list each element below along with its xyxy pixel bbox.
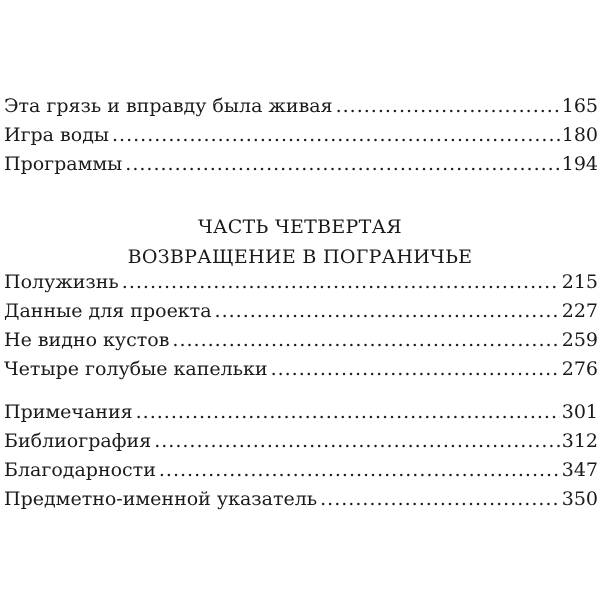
toc-entry-title: Не видно кустов xyxy=(4,329,170,351)
toc-entry-title: Полужизнь xyxy=(4,271,119,293)
toc-entry-title: Эта грязь и вправду была живая xyxy=(4,95,333,117)
toc-entry-page-number: 350 xyxy=(561,488,598,510)
toc-entry-page-number: 276 xyxy=(561,358,598,380)
toc-entry-page-number: 194 xyxy=(561,153,598,175)
toc-leader-dots xyxy=(320,485,560,514)
toc-group-back-matter xyxy=(4,398,598,514)
toc-entry-page-number: 301 xyxy=(561,401,598,423)
toc-leader-dots xyxy=(159,456,560,485)
toc-leader-dots xyxy=(271,355,560,384)
part-title: ВОЗВРАЩЕНИЕ В ПОГРАНИЧЬЕ xyxy=(127,246,473,268)
toc-leader-dots xyxy=(125,150,559,179)
toc-leader-dots xyxy=(215,297,560,326)
toc-leader-dots xyxy=(122,268,560,297)
toc-entry xyxy=(4,326,598,355)
toc-leader-dots xyxy=(336,92,560,121)
toc-group-chapters-part-four xyxy=(4,268,598,384)
toc-leader-dots xyxy=(136,398,560,427)
toc-entry-title: Предметно-именной указатель xyxy=(4,488,318,510)
toc-entry-page-number: 347 xyxy=(561,459,598,481)
toc-entry xyxy=(4,427,598,456)
toc-entry xyxy=(4,268,598,297)
toc-entry-title: Благодарности xyxy=(4,459,156,481)
part-heading xyxy=(0,212,600,272)
toc-entry-title: Библиография xyxy=(4,430,152,452)
toc-entry-page-number: 165 xyxy=(561,95,598,117)
toc-entry-title: Данные для проекта xyxy=(4,300,212,322)
toc-entry xyxy=(4,398,598,427)
toc-entry-page-number: 180 xyxy=(561,124,598,146)
toc-entry xyxy=(4,456,598,485)
toc-entry xyxy=(4,121,598,150)
toc-entry-page-number: 312 xyxy=(561,430,598,452)
toc-entry-title: Программы xyxy=(4,153,123,175)
toc-entry xyxy=(4,297,598,326)
toc-entry xyxy=(4,150,598,179)
toc-group-chapters-part-three xyxy=(4,92,598,179)
toc-entry-title: Игра воды xyxy=(4,124,110,146)
toc-entry xyxy=(4,355,598,384)
toc-entry-title: Примечания xyxy=(4,401,133,423)
toc-leader-dots xyxy=(172,326,559,355)
toc-entry-title: Четыре голубые капельки xyxy=(4,358,268,380)
toc-entry-page-number: 215 xyxy=(561,271,598,293)
toc-leader-dots xyxy=(112,121,560,150)
part-label: ЧАСТЬ ЧЕТВЕРТАЯ xyxy=(198,216,402,238)
toc-entry-page-number: 259 xyxy=(561,329,598,351)
toc-entry-page-number: 227 xyxy=(561,300,598,322)
toc-entry xyxy=(4,92,598,121)
toc-entry xyxy=(4,485,598,514)
toc-leader-dots xyxy=(154,427,560,456)
